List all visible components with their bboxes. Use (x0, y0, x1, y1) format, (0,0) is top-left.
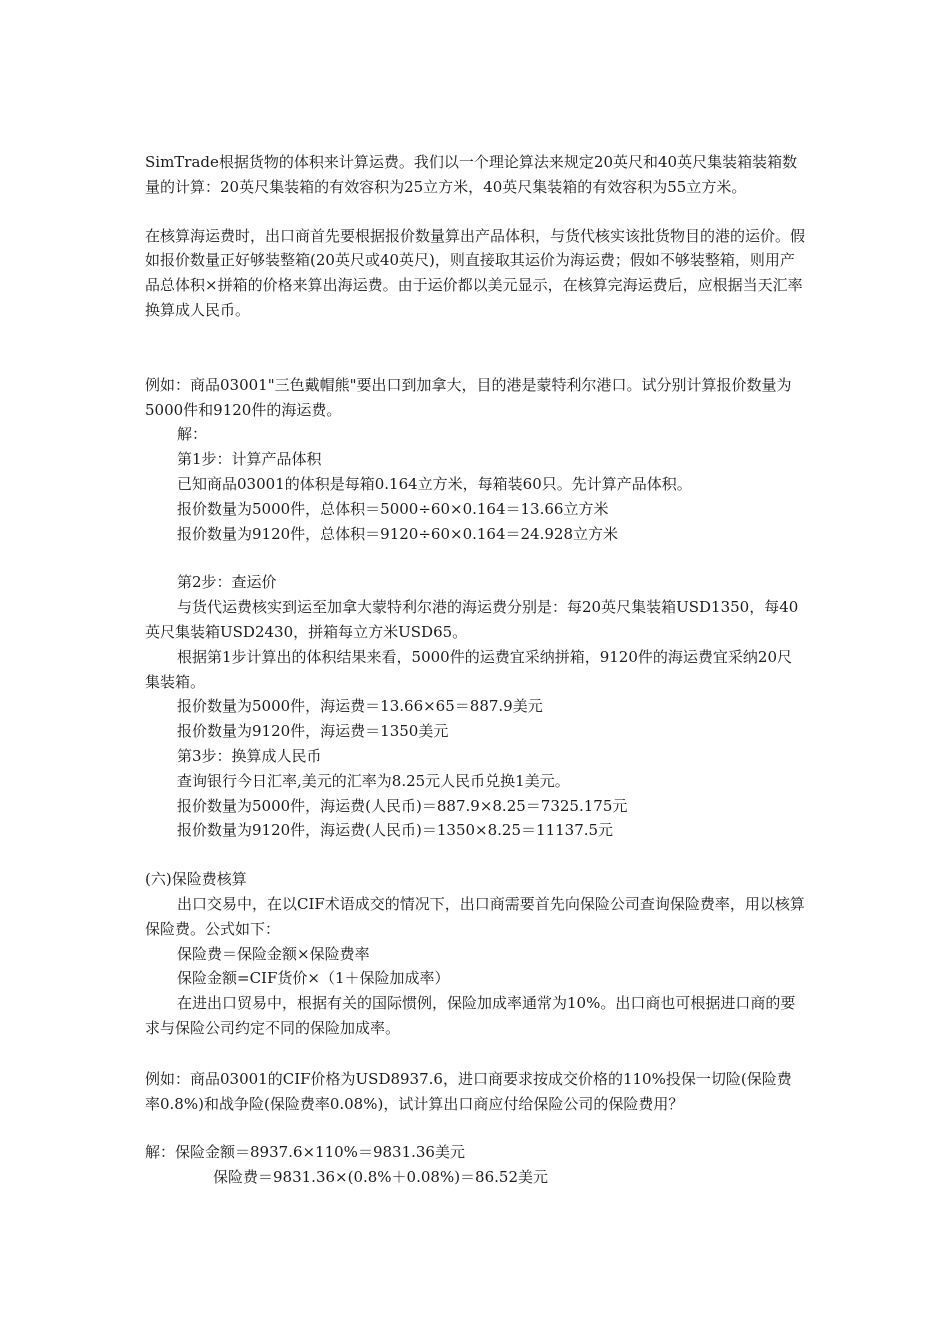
step3-line-1: 查询银行今日汇率,美元的汇率为8.25元人民币兑换1美元。 (177, 771, 570, 790)
insurance-paragraph-2: 在进出口贸易中，根据有关的国际惯例，保险加成率通常为10%。出口商也可根据进口商的要求与保险公司约定不同的保险加成率。 (145, 994, 796, 1037)
step2-line-4: 报价数量为9120件，海运费＝1350美元 (177, 722, 449, 741)
insurance-solve-line-2: 保险费＝9831.36×(0.8%＋0.08%)＝86.52美元 (213, 1168, 549, 1187)
intro-paragraph-1: SimTrade根据货物的体积来计算运费。我们以一个理论算法来规定20英尺和40英尺集装箱装箱数量的计算：20英尺集装箱的有效容积为25立方米，40英尺集装箱的有效容积为55立方米。 (145, 153, 798, 196)
step3-line-3: 报价数量为9120件，海运费(人民币)＝1350×8.25＝11137.5元 (177, 821, 614, 840)
step2-paragraph-2: 根据第1步计算出的体积结果来看，5000件的运费宜采纳拼箱，9120件的海运费宜采纳20尺集装箱。 (145, 647, 792, 691)
step1-line-1: 已知商品03001的体积是每箱0.164立方米，每箱装60只。先计算产品体积。 (177, 474, 692, 493)
insurance-paragraph-1: 出口交易中，在以CIF术语成交的情况下，出口商需要首先向保险公司查询保险费率，用以核算保险费。公式如下： (145, 894, 805, 938)
step3-title: 第3步：换算成人民币 (177, 746, 322, 765)
insurance-formula-2: 保险金额=CIF货价×（1＋保险加成率） (177, 969, 450, 988)
spacer (145, 323, 805, 373)
step1-line-3: 报价数量为9120件，总体积＝9120÷60×0.164＝24.928立方米 (177, 524, 619, 543)
intro-paragraph-2: 在核算海运费时，出口商首先要根据报价数量算出产品体积，与货代核实该批货物目的港的运价。假如报价数量正好够装整箱(20英尺或40英尺)，则直接取其运价为海运费；假如不够装整箱，则用产品总体积×拼箱的价格来算出海运费。由于运价都以美元显示，在核算完海运费后，应根据当天汇率换算成人民币。 (145, 226, 806, 319)
insurance-heading: (六)保险费核算 (145, 870, 247, 889)
insurance-formula-1: 保险费＝保险金额×保险费率 (177, 944, 370, 963)
spacer (145, 1116, 805, 1140)
spacer (145, 1041, 805, 1067)
step1-title: 第1步：计算产品体积 (177, 450, 322, 469)
step3-line-2: 报价数量为5000件，海运费(人民币)＝887.9×8.25＝7325.175元 (177, 796, 628, 815)
insurance-example-question: 例如：商品03001的CIF价格为USD8937.6，进口商要求按成交价格的110%投保一切险(保险费率0.8%)和战争险(保险费率0.08%)，试计算出口商应付给保险公司的保险费用？ (145, 1069, 792, 1113)
document-body (145, 150, 805, 1190)
step1-line-2: 报价数量为5000件，总体积＝5000÷60×0.164＝13.66立方米 (177, 499, 609, 518)
insurance-solve-line-1: 解：保险金额＝8937.6×110%＝9831.36美元 (145, 1143, 465, 1162)
freight-example-question: 例如：商品03001"三色戴帽熊"要出口到加拿大，目的港是蒙特利尔港口。试分别计算报价数量为5000件和9120件的海运费。 (145, 375, 792, 419)
step2-paragraph-1: 与货代运费核实到运至加拿大蒙特利尔港的海运费分别是：每20英尺集装箱USD1350，每40英尺集装箱USD2430，拼箱每立方米USD65。 (145, 598, 799, 641)
spacer (145, 843, 805, 867)
step2-line-3: 报价数量为5000件，海运费＝13.66×65＝887.9美元 (177, 697, 543, 716)
spacer (145, 546, 805, 570)
step2-title: 第2步：查运价 (177, 573, 277, 592)
spacer (145, 200, 805, 224)
freight-solve-label: 解： (177, 425, 208, 444)
